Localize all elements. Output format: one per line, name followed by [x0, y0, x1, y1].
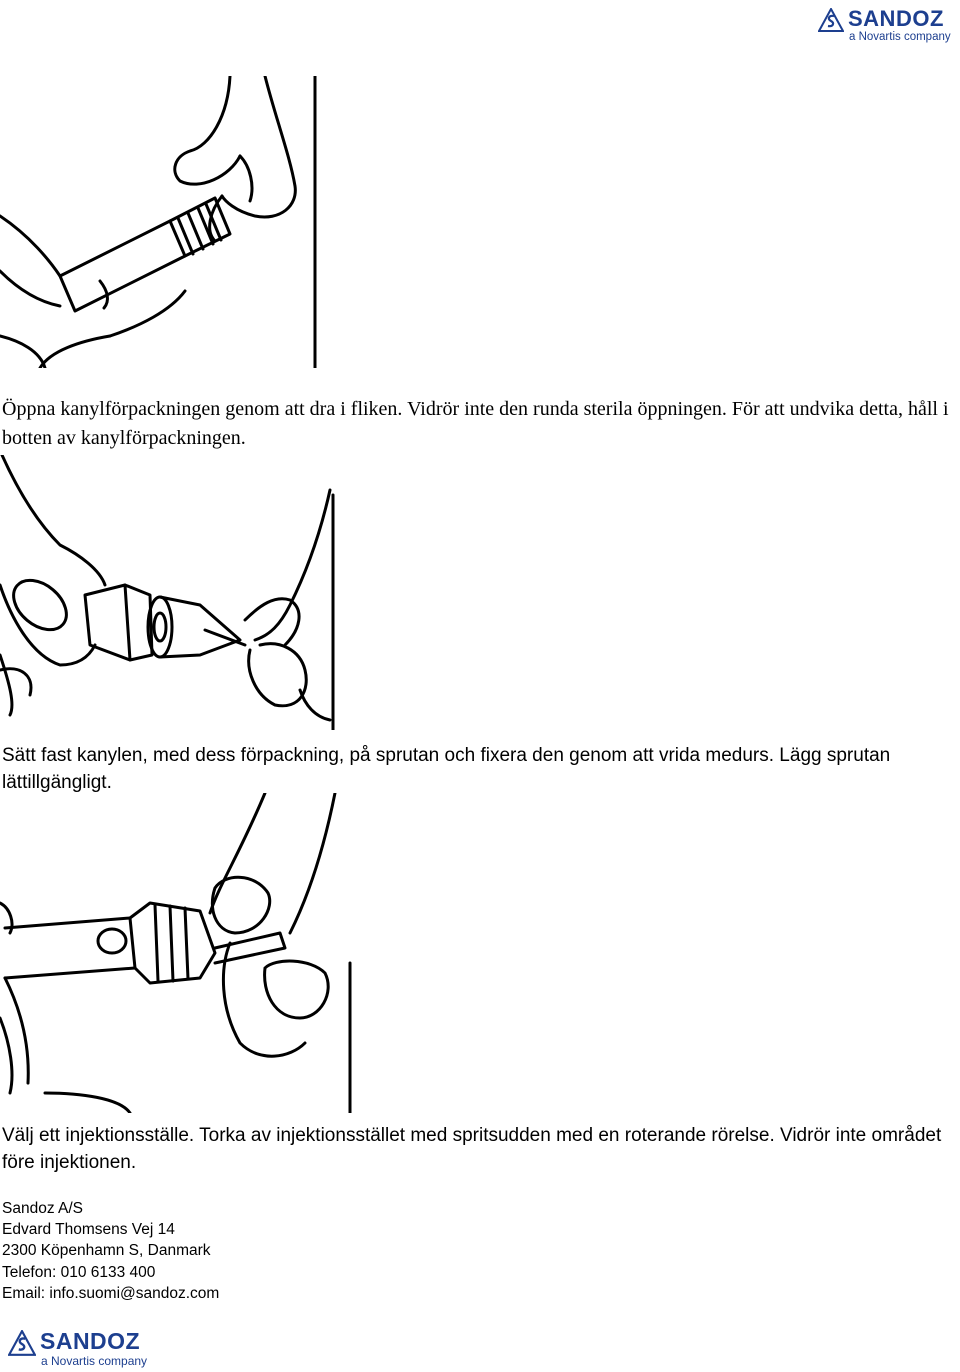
city-address: 2300 Köpenhamn S, Danmark: [2, 1242, 211, 1260]
step-3-text: Välj ett injektionsställe. Torka av injektionsstället med spritsudden med en roterande rörelse. Vidrör inte området före injektionen.: [2, 1125, 942, 1173]
street-address: Edvard Thomsens Vej 14: [2, 1221, 175, 1239]
logo-tagline: a Novartis company: [41, 1354, 148, 1368]
company-name: Sandoz A/S: [2, 1200, 84, 1217]
logo-brand: SANDOZ: [40, 1328, 141, 1354]
step-2-text: Sätt fast kanylen, med dess förpackning, på sprutan och fixera den genom att vrida medurs. Lägg sprutan lättillgängligt.: [2, 745, 891, 793]
sandoz-mark-icon: [8, 1330, 36, 1356]
open-needle-package-illustration: [0, 76, 318, 368]
footer-logo: [8, 1328, 153, 1370]
email-address: Email: info.suomi@sandoz.com: [2, 1284, 220, 1302]
syringe-held-illustration: [0, 793, 356, 1113]
logo-tagline: a Novartis company: [849, 31, 951, 43]
logo-brand: SANDOZ: [848, 6, 944, 31]
header-logo: [818, 6, 958, 46]
phone-number: Telefon: 010 6133 400: [2, 1263, 156, 1281]
attach-needle-illustration: [0, 455, 335, 730]
contact-info: [2, 1198, 219, 1304]
step-1-text: Öppna kanylförpackningen genom att dra i fliken. Vidrör inte den runda sterila öppningen. För att undvika detta, håll i botten av kanylförpackningen.: [2, 398, 949, 449]
sandoz-mark-icon: [818, 8, 844, 32]
